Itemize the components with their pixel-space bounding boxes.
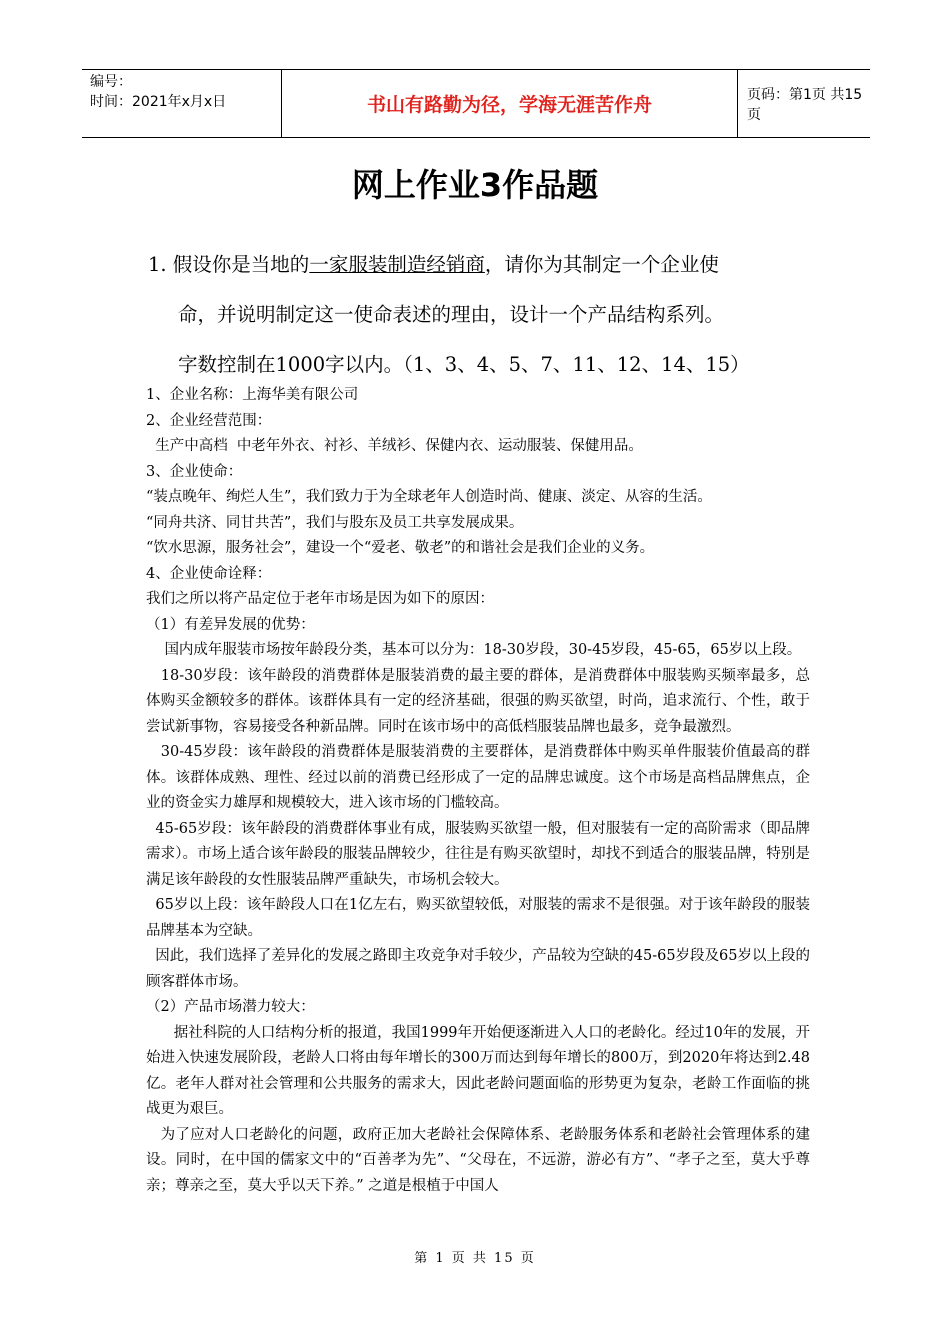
paragraph: 45-65岁段：该年龄段的消费群体事业有成，服装购买欲望一般，但对服装有一定的高阶需求（即品牌需求）。市场上适合该年龄段的服装品牌较少，往往是有购买欲望时，却找不到适合的服装品牌，特别是满足该年龄段的女性服装品牌严重缺失，市场机会较大。 xyxy=(146,820,810,888)
paragraph: 因此，我们选择了差异化的发展之路即主攻竞争对手较少，产品较为空缺的45-65岁段及65岁以上段的顾客群体市场。 xyxy=(146,948,811,990)
question-line-1: 1. 假设你是当地的一家服装制造经销商，请你为其制定一个企业使 xyxy=(148,253,719,276)
paragraph: 3、企业使命： xyxy=(146,463,243,480)
paragraph: “装点晚年、绚烂人生”，我们致力于为全球老年人创造时尚、健康、淡定、从容的生活。 xyxy=(146,489,712,505)
paragraph: 2、企业经营范围： xyxy=(146,412,272,429)
paragraph: 65岁以上段：该年龄段人口在1亿左右，购买欲望较低，对服装的需求不是很强。对于该年龄段的服装品牌基本为空缺。 xyxy=(146,897,810,939)
paragraph: 我们之所以将产品定位于老年市场是因为如下的原因： xyxy=(146,591,494,607)
paragraph: 国内成年服装市场按年龄段分类，基本可以分为：18-30岁段，30-45岁段，45-65，65岁以上段。 xyxy=(146,642,802,658)
page-info: 页码：第1页 共15页 xyxy=(747,86,863,123)
number-label: 编号： xyxy=(90,74,132,90)
paragraph: “饮水思源，服务社会”，建设一个“爱老、敬老”的和谐社会是我们企业的义务。 xyxy=(146,540,655,556)
question-line-2: 命，并说明制定这一使命表述的理由，设计一个产品结构系列。 xyxy=(178,303,725,326)
paragraph: “同舟共济、同甘共苦”，我们与股东及员工共享发展成果。 xyxy=(146,514,524,531)
header-left-cell xyxy=(82,70,282,137)
underlined-phrase: 一家服装制造经销商 xyxy=(309,253,485,276)
date-label: 时间：2021年x月x日 xyxy=(90,94,227,110)
paragraph: （1）有差异发展的优势： xyxy=(146,616,315,633)
question xyxy=(148,240,828,390)
paragraph: 生产中高档 中老年外衣、衬衫、羊绒衫、保健内衣、运动服装、保健用品。 xyxy=(146,438,643,454)
paragraph: 据社科院的人口结构分析的报道，我国1999年开始便逐渐进入人口的老龄化。经过10年的发展，开始进入快速发展阶段，老龄人口将由每年增长的300万而达到每年增长的800万，到2020年将达到2.48亿。老年人群对社会管理和公共服务的需求大，因此老龄问题面临的形势更为复杂，老龄工作面临的挑战更为艰巨。 xyxy=(146,1024,810,1117)
paragraph: 为了应对人口老龄化的问题，政府正加大老龄社会保障体系、老龄服务体系和老龄社会管理体系的建设。同时，在中国的儒家文中的“百善孝为先”、“父母在，不远游，游必有方”、“孝子之至，莫大乎尊亲；尊亲之至，莫大乎以天下养。” 之道是根植于中国人 xyxy=(146,1126,810,1194)
paragraph: 18-30岁段：该年龄段的消费群体是服装消费的最主要的群体，是消费群体中服装购买频率最多，总体购买金额较多的群体。该群体具有一定的经济基础，很强的购买欲望，时尚，追求流行、个性，敢于尝试新事物，容易接受各种新品牌。同时在该市场中的高低档服装品牌也最多，竞争最激烈。 xyxy=(146,667,810,735)
paragraph: （2）产品市场潜力较大： xyxy=(146,999,315,1015)
paragraph: 4、企业使命诠释： xyxy=(146,565,272,582)
paragraph: 30-45岁段：该年龄段的消费群体是服装消费的主要群体，是消费群体中购买单件服装价值最高的群体。该群体成熟、理性、经过以前的消费已经形成了一定的品牌忠诚度。这个市场是高档品牌焦点，企业的资金实力雄厚和规模较大，进入该市场的门槛较高。 xyxy=(146,744,810,811)
page-footer: 第 1 页 共 15 页 xyxy=(414,1251,536,1266)
body-text xyxy=(146,383,810,1199)
header-table xyxy=(82,69,870,138)
paragraph: 1、企业名称：上海华美有限公司 xyxy=(146,387,359,403)
motto: 书山有路勤为径，学海无涯苦作舟 xyxy=(282,70,738,137)
document-title: 网上作业3作品题 xyxy=(351,166,599,204)
question-line-3: 字数控制在1000字以内。（1、3、4、5、7、11、12、14、15） xyxy=(178,353,750,376)
